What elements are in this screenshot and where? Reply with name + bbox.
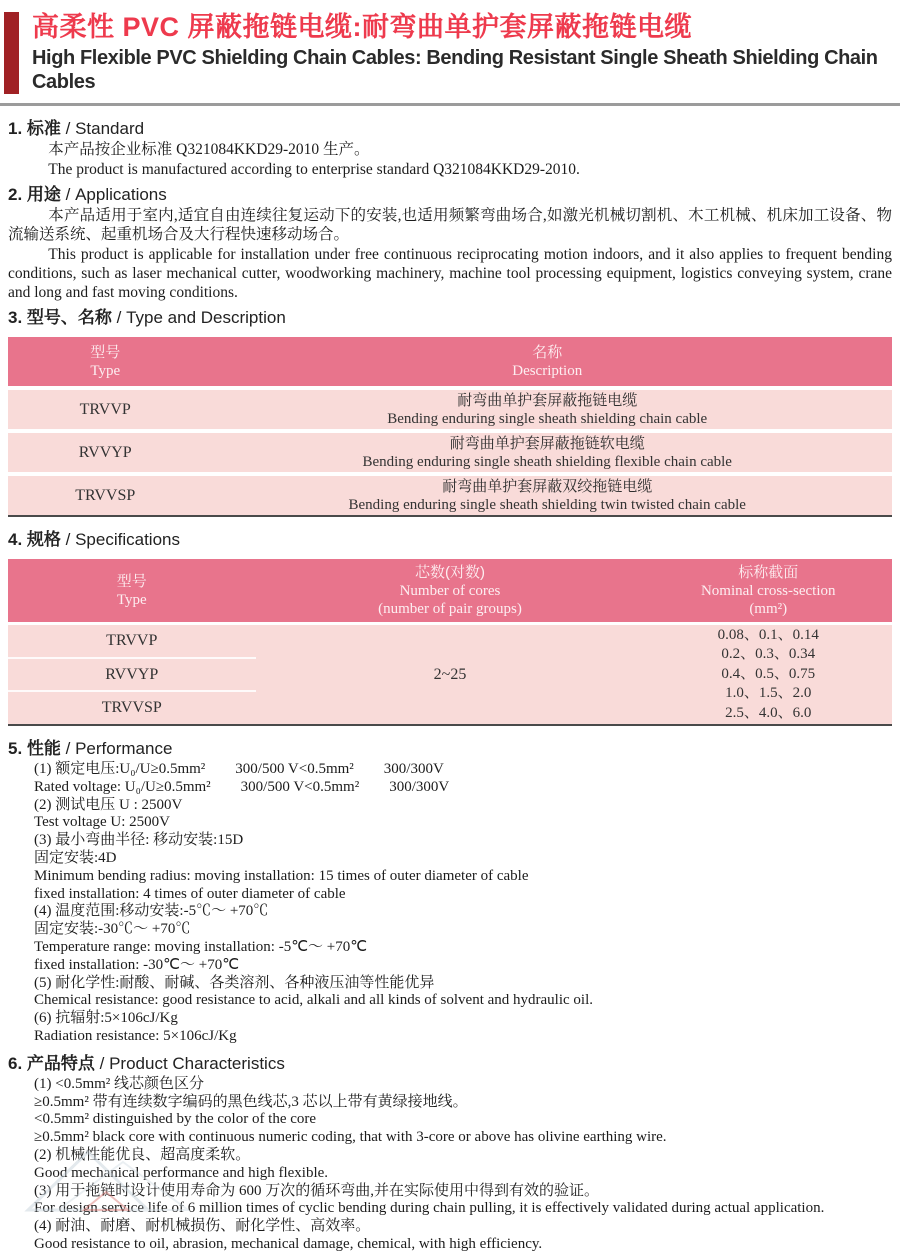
performance-line: Radiation resistance: 5×106cJ/Kg bbox=[34, 1027, 237, 1044]
performance-line: (2) 测试电压 U : 2500V bbox=[34, 796, 183, 813]
performance-line: Test voltage U: 2500V bbox=[34, 814, 171, 831]
characteristics-line: For design service life of 6 million times of cyclic bending during chain pulling, it is effectively validated during actual application. bbox=[34, 1200, 825, 1217]
datasheet-page bbox=[0, 12, 900, 1252]
standard-body-zh: 本产品按企业标准 Q321084KKD29-2010 生产。 bbox=[48, 141, 370, 158]
table-header-row bbox=[8, 337, 892, 386]
performance-line: (1) 额定电压:U₀/U≥0.5mm² 300/500 V<0.5mm² 300/300V bbox=[34, 761, 444, 777]
performance-line: Chemical resistance: good resistance to acid, alkali and all kinds of solvent and hydraulic oil. bbox=[34, 992, 594, 1009]
page-title-en: High Flexible PVC Shielding Chain Cables: Bending Resistant Single Sheath Shielding Chain Cables bbox=[32, 47, 878, 93]
table-row: TRVVP 耐弯曲单护套屏蔽拖链电缆 Bending enduring single sheath shielding chain cable bbox=[8, 390, 892, 429]
header-cell-description: 名称 Description bbox=[512, 344, 583, 379]
section-heading-performance: 5. 性能 / Performance bbox=[8, 739, 173, 758]
performance-line: Minimum bending radius: moving installation: 15 times of outer diameter of cable bbox=[34, 867, 529, 884]
characteristics-line: (3) 用于拖链时设计使用寿命为 600 万次的循环弯曲,并在实际使用中得到有效的验证。 bbox=[34, 1182, 599, 1199]
performance-line: (3) 最小弯曲半径: 移动安装:15D bbox=[34, 832, 244, 849]
cross-section-cell: 0.08、0.1、0.14 0.2、0.3、0.34 0.4、0.5、0.75 1.0、1.5、2.0 2.5、4.0、6.0 bbox=[717, 626, 819, 721]
page-title-zh: 高柔性 PVC 屏蔽拖链电缆:耐弯曲单护套屏蔽拖链电缆 bbox=[32, 12, 693, 42]
table-row: RVVYP 耐弯曲单护套屏蔽拖链软电缆 Bending enduring single sheath shielding flexible chain cable bbox=[8, 433, 892, 472]
cores-cell: 2~25 bbox=[433, 665, 467, 683]
document-body bbox=[0, 119, 900, 1254]
performance-list bbox=[34, 761, 892, 1046]
standard-body-en: The product is manufactured according to enterprise standard Q321084KKD29-2010. bbox=[48, 161, 580, 178]
header-cell-cores: 芯数(对数) Number of cores (number of pair groups) bbox=[378, 564, 522, 617]
performance-line: (5) 耐化学性:耐酸、耐碱、各类溶剂、各种液压油等性能优异 bbox=[34, 974, 435, 991]
document-header bbox=[4, 12, 892, 94]
applications-body-en: This product is applicable for installation under free continuous reciprocating motion indoors, and it also applies to frequent bending conditions, such as laser mechanical cutter, woodworking machinery, machine tool processing equipment, logistics conveying system, crane and long and fast moving conditions. bbox=[8, 246, 892, 301]
table-body bbox=[8, 625, 892, 724]
performance-line: (6) 抗辐射:5×106cJ/Kg bbox=[34, 1010, 178, 1027]
performance-line: (4) 温度范围:移动安装:-5℃～ +70℃ bbox=[34, 903, 269, 920]
characteristics-line: (1) <0.5mm² 线芯颜色区分 bbox=[34, 1075, 205, 1092]
section-heading-specifications: 4. 规格 / Specifications bbox=[8, 530, 180, 549]
type-column: TRVVP RVVYP TRVVSP bbox=[8, 625, 256, 724]
table-row: TRVVSP 耐弯曲单护套屏蔽双绞拖链电缆 Bending enduring single sheath shielding twin twisted chain cable bbox=[8, 476, 892, 515]
section-heading-applications: 2. 用途 / Applications bbox=[8, 185, 167, 204]
performance-line: 固定安装:-30℃～ +70℃ bbox=[34, 921, 191, 938]
table-header-row bbox=[8, 559, 892, 622]
characteristics-line: Good mechanical performance and high flexible. bbox=[34, 1164, 329, 1181]
section-heading-standard: 1. 标准 / Standard bbox=[8, 119, 145, 138]
section-heading-type-description: 3. 型号、名称 / Type and Description bbox=[8, 308, 286, 327]
specifications-table bbox=[8, 559, 892, 726]
applications-body-zh: 本产品适用于室内,适宜自由连续往复运动下的安装,也适用频繁弯曲场合,如激光机械切割机、木工机械、机床加工设备、物流输送系统、起重机场合及大行程快速移动场合。 bbox=[8, 207, 892, 243]
header-cell-cross-section: 标称截面 Nominal cross-section (mm²) bbox=[700, 564, 836, 617]
performance-line: fixed installation: -30℃～ +70℃ bbox=[34, 956, 240, 973]
characteristics-list bbox=[34, 1076, 892, 1254]
performance-line: 固定安装:4D bbox=[34, 849, 117, 866]
type-description-table bbox=[8, 337, 892, 517]
header-cell-type: 型号 Type bbox=[116, 573, 147, 608]
header-divider bbox=[0, 103, 900, 106]
characteristics-line: Good resistance to oil, abrasion, mechanical damage, chemical, with high efficiency. bbox=[34, 1235, 543, 1252]
performance-line: fixed installation: 4 times of outer diameter of cable bbox=[34, 885, 346, 902]
header-cell-type: 型号 Type bbox=[90, 344, 121, 379]
performance-line: Rated voltage: U₀/U≥0.5mm² 300/500 V<0.5mm² 300/300V bbox=[34, 778, 450, 795]
characteristics-line: (4) 耐油、耐磨、耐机械损伤、耐化学性、高效率。 bbox=[34, 1218, 371, 1235]
characteristics-line: ≥0.5mm² 带有连续数字编码的黑色线芯,3 芯以上带有黄绿接地线。 bbox=[34, 1093, 468, 1110]
performance-line: Temperature range: moving installation: -5℃～ +70℃ bbox=[34, 938, 368, 955]
section-heading-characteristics: 6. 产品特点 / Product Characteristics bbox=[8, 1053, 285, 1073]
characteristics-line: <0.5mm² distinguished by the color of the core bbox=[34, 1111, 317, 1128]
characteristics-line: (2) 机械性能优良、超高度柔软。 bbox=[34, 1146, 251, 1163]
characteristics-line: ≥0.5mm² black core with continuous numeric coding, that with 3-core or above has olivine earthing wire. bbox=[34, 1129, 667, 1146]
